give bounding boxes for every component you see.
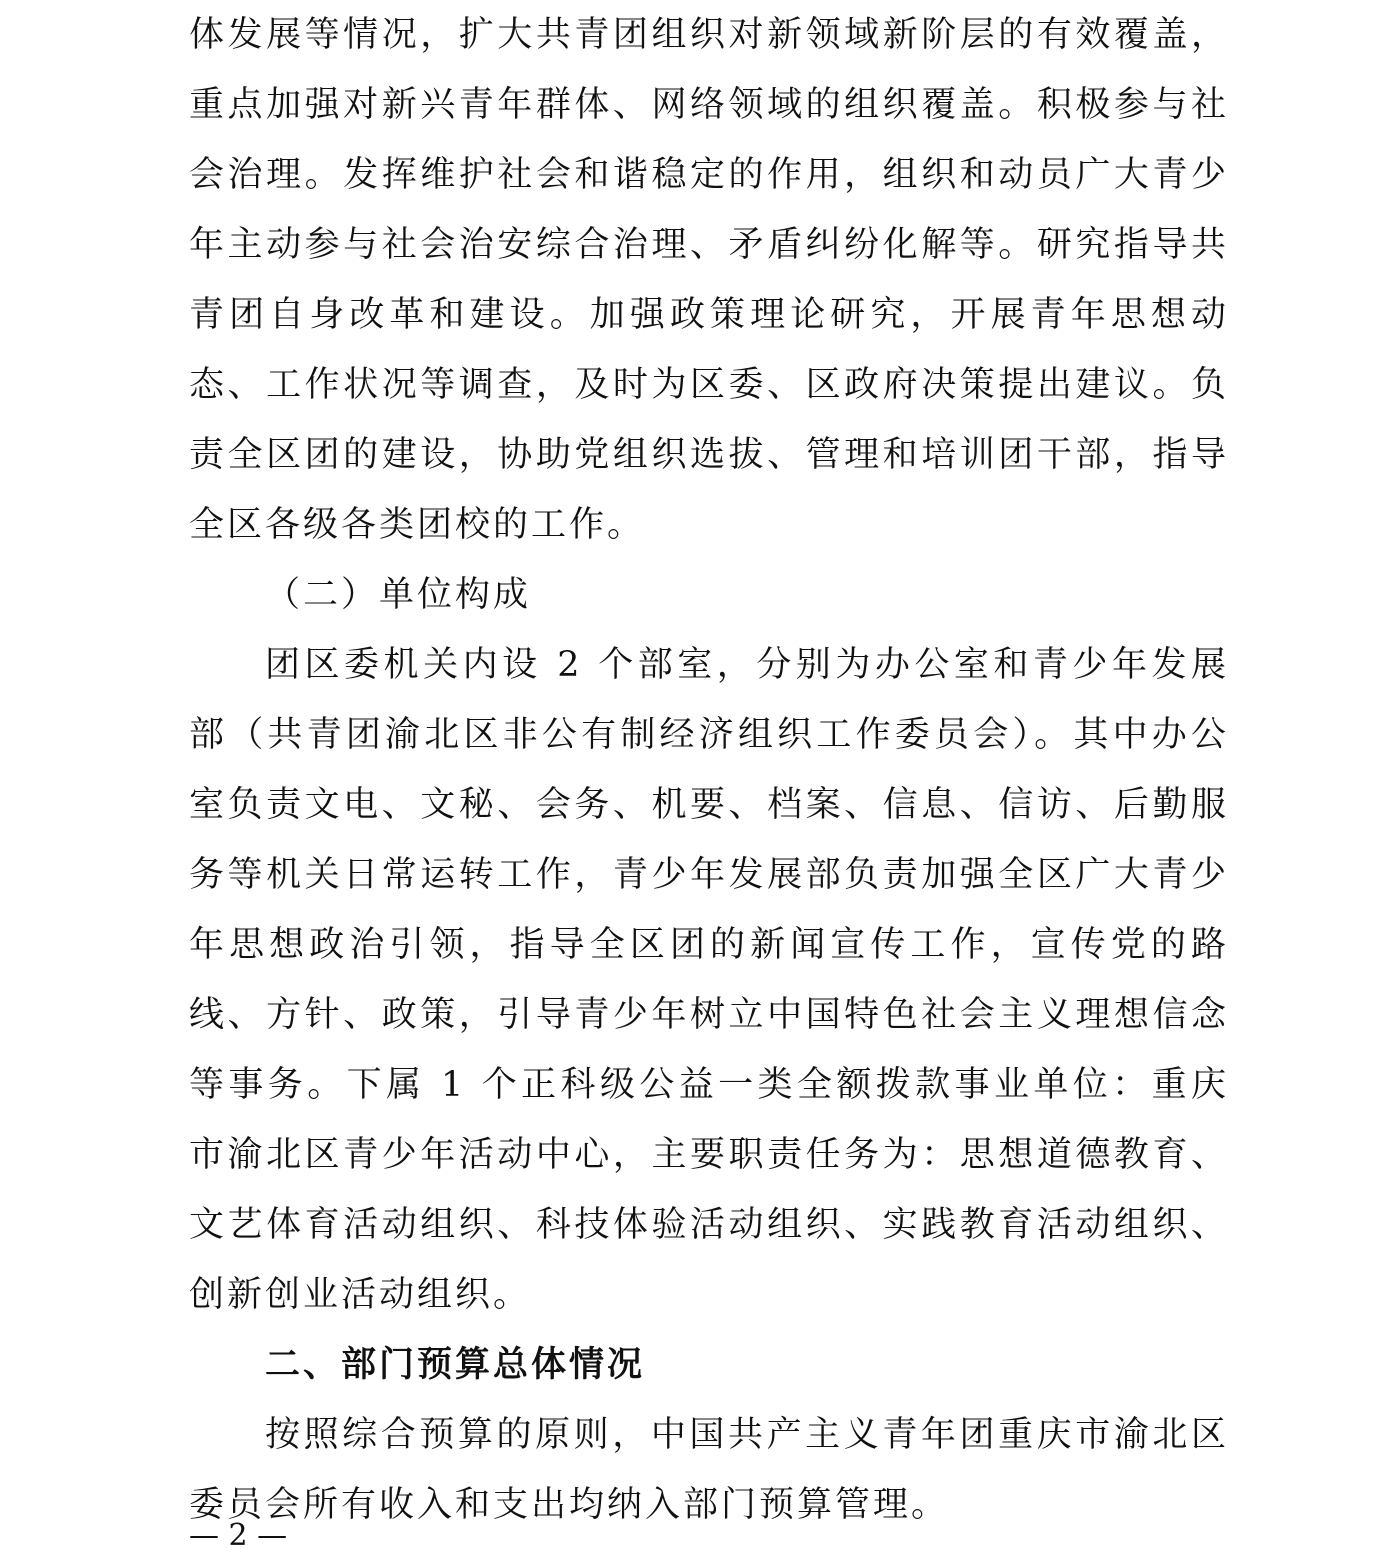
document-body [189,0,1229,1540]
paragraph-duties-continuation: 体发展等情况，扩大共青团组织对新领域新阶层的有效覆盖，重点加强对新兴青年群体、网络领域的组织覆盖。积极参与社会治理。发挥维护社会和谐稳定的作用，组织和动员广大青少年主动参与社会治安综合治理、矛盾纠纷化解等。研究指导共青团自身改革和建设。加强政策理论研究，开展青年思想动态、工作状况等调查，及时为区委、区政府决策提出建议。负责全区团的建设，协助党组织选拔、管理和培训团干部，指导全区各级各类团校的工作。 [189,15,1229,545]
section-heading-budget-overview: 二、部门预算总体情况 [265,1345,646,1385]
page-number: — 2 — [189,1518,288,1553]
paragraph-budget-overview: 按照综合预算的原则，中国共产主义青年团重庆市渝北区委员会所有收入和支出均纳入部门预算管理。 [189,1415,1229,1525]
section-heading-unit-composition: （二）单位构成 [265,575,532,615]
paragraph-unit-composition: 团区委机关内设 2 个部室，分别为办公室和青少年发展部（共青团渝北区非公有制经济组织工作委员会）。其中办公室负责文电、文秘、会务、机要、档案、信息、信访、后勤服务等机关日常运转工作，青少年发展部负责加强全区广大青少年思想政治引领，指导全区团的新闻宣传工作，宣传党的路线、方针、政策，引导青少年树立中国特色社会主义理想信念等事务。下属 1 个正科级公益一类全额拨款事业单位：重庆市渝北区青少年活动中心，主要职责任务为：思想道德教育、文艺体育活动组织、科技体验活动组织、实践教育活动组织、创新创业活动组织。 [189,645,1229,1315]
